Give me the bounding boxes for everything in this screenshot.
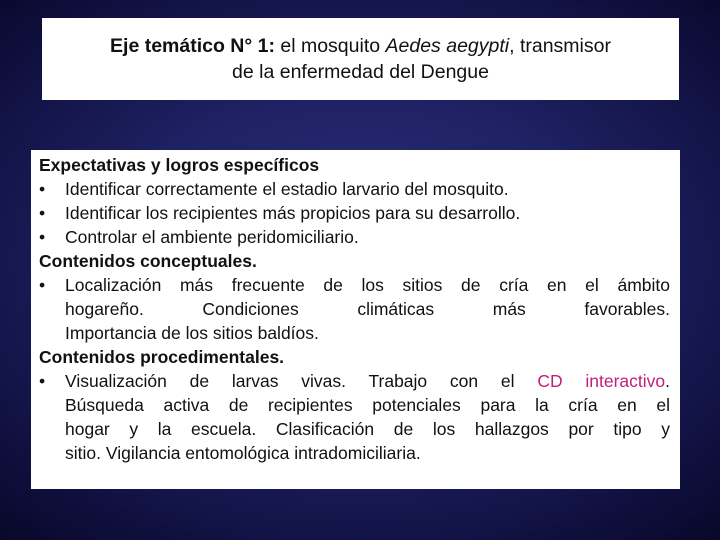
title-text-2: , transmisor bbox=[509, 35, 611, 57]
bullet-item bbox=[39, 369, 670, 465]
title-line-2: de la enfermedad del Dengue bbox=[232, 61, 489, 83]
bullet-line: Localización más frecuente de los sitios de cría en el ámbito bbox=[65, 275, 670, 295]
bullet-line: hogareño. Condiciones climáticas más favorables. bbox=[65, 299, 670, 319]
bullet-item bbox=[39, 273, 670, 345]
bullet-line: hogar y la escuela. Clasificación de los hallazgos por tipo y bbox=[65, 419, 670, 439]
content-panel bbox=[31, 150, 680, 489]
bullet-line bbox=[65, 369, 670, 393]
title-italic-species: Aedes aegypti bbox=[385, 35, 510, 57]
bullet-line: Importancia de los sitios baldíos. bbox=[65, 323, 319, 343]
bullet-dot: • bbox=[39, 179, 46, 199]
title-text-1: el mosquito bbox=[274, 35, 386, 57]
bullet-dot: • bbox=[39, 227, 46, 247]
bullet-text bbox=[65, 273, 670, 345]
slide-title bbox=[42, 18, 679, 100]
bullet-text bbox=[65, 369, 670, 465]
title-bold: Eje temático N° 1: bbox=[110, 35, 275, 57]
bullet-item bbox=[39, 177, 670, 201]
bullet-text-post: . bbox=[665, 371, 670, 391]
bullet-item bbox=[39, 201, 670, 225]
heading-conceptuales: Contenidos conceptuales. bbox=[39, 251, 257, 271]
bullet-line: sitio. Vigilancia entomológica intradomiciliaria. bbox=[65, 443, 421, 463]
bullet-dot: • bbox=[39, 371, 46, 391]
title-line-1 bbox=[110, 33, 611, 59]
cd-interactivo-link[interactable]: CD interactivo bbox=[537, 371, 666, 391]
bullet-text: Identificar los recipientes más propicios para su desarrollo. bbox=[65, 203, 521, 223]
bullet-dot: • bbox=[39, 203, 46, 223]
bullet-dot: • bbox=[39, 275, 46, 295]
bullet-text: Controlar el ambiente peridomiciliario. bbox=[65, 227, 359, 247]
heading-expectativas: Expectativas y logros específicos bbox=[39, 155, 320, 175]
bullet-text: Identificar correctamente el estadio larvario del mosquito. bbox=[65, 179, 509, 199]
bullet-text-pre: Visualización de larvas vivas. Trabajo con el bbox=[65, 371, 538, 391]
bullet-item bbox=[39, 225, 670, 249]
heading-procedimentales: Contenidos procedimentales. bbox=[39, 347, 285, 367]
bullet-line: Búsqueda activa de recipientes potenciales para la cría en el bbox=[65, 395, 670, 415]
